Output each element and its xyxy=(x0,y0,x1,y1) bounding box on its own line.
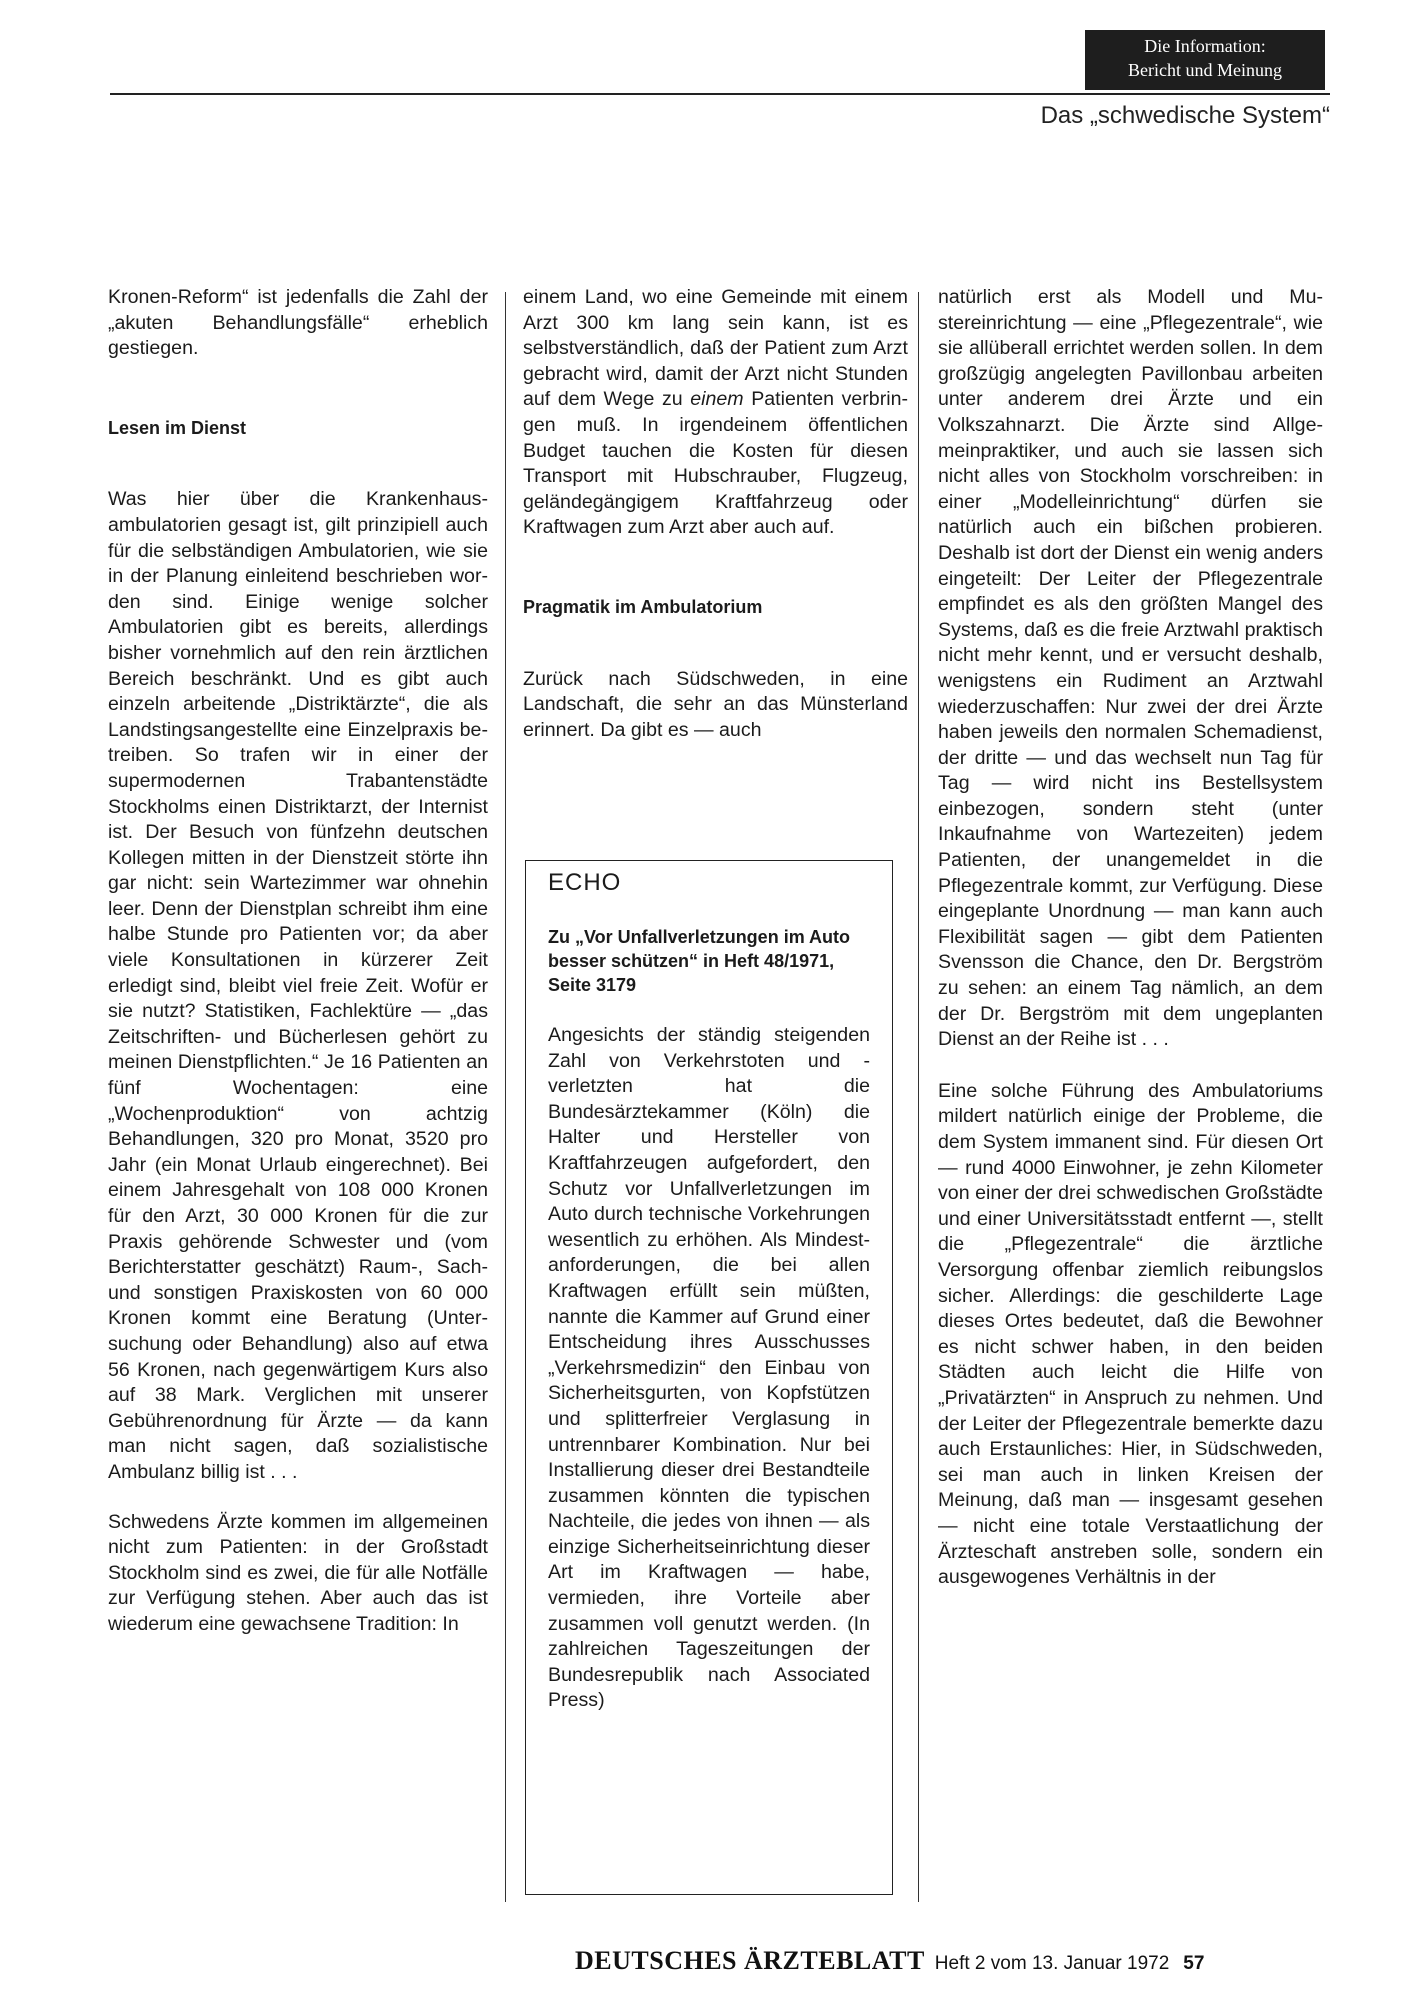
page-number: 57 xyxy=(1183,1953,1205,1974)
section-label-line1: Die Information: xyxy=(1144,36,1266,56)
issue-info: Heft 2 vom 13. Januar 1972 xyxy=(934,1953,1170,1974)
column-rule-1 xyxy=(505,292,506,1902)
running-title: Das „schwedische System“ xyxy=(1040,102,1330,129)
col1-paragraph-3: Schwedens Ärzte kommen im allgemeinen nicht zum Patienten: in der Großstadt Stockholm sind es zwei, die für alle Notfälle zur Verfügung stehen. Aber auch das ist wiederum eine gewachsene Tradition: In xyxy=(108,1510,488,1635)
col2-paragraph-1-b: Patienten verbringen muß. In irgendeinem öffentlichen Budget tauchen die Kosten für diesen Transport mit Hubschrauber, Flugzeug, geländegängigem Kraftfahrzeug oder Kraftwagen zum Arzt aber auch auf. xyxy=(523,388,909,539)
col3-paragraph-1: natürlich erst als Modell und Mustereinrichtung — eine „Pflegezentrale“, wie sie allüberall errichtet werden sollen. In dem großzügig angelegten Pavillonbau arbeiten unter anderem drei Ärzte und ein Volkszahnarzt. Die Ärzte sind Allgemeinpraktiker, und auch sie lassen sich nicht alles von Stockholm vorschreiben: in einer „Modelleinrichtung“ dürfen sie natürlich auch ein bißchen probieren. Deshalb ist dort der Dienst ein wenig anders eingeteilt: Der Leiter der Pflegezentrale empfindet es als den größten Mangel des Systems, daß es die freie Arztwahl praktisch nicht mehr kennt, und er versucht deshalb, wenigstens ein Rudiment an Arztwahl wiederzuschaffen: Nur zwei der drei Ärzte haben jeweils den normalen Schemadienst, der dritte — und das wechselt nun Tag für Tag — wird nicht ins Bestellsystem einbezogen, sondern steht (unter Inkaufnahme von Wartezeiten) jedem Patienten, der unangemeldet in die Pflegezentrale kommt, zur Verfügung. Diese eingeplante Unordnung — man kann auch Flexibilität sagen — gibt dem Patienten Svensson die Chance, den Dr. Bergström zu sehen: an einem Tag nämlich, an dem der Dr. Bergström mit dem ungeplanten Dienst an der Reihe ist . . . xyxy=(938,286,1323,1051)
echo-title: ECHO xyxy=(548,869,622,896)
column-1 xyxy=(108,285,488,1638)
col2-paragraph-1-a: einem Land, wo eine Gemeinde mit einem Arzt 300 km lang sein kann, ist es selbstverständlich, daß der Patient zum Arzt gebracht wird, damit der Arzt nicht Stunden auf dem Wege zu xyxy=(523,286,908,411)
subheading-pragmatik: Pragmatik im Ambulatorium xyxy=(523,596,763,617)
column-2 xyxy=(523,285,908,743)
echo-box xyxy=(525,860,893,1895)
column-3 xyxy=(938,285,1323,1591)
echo-headline: Zu „Vor Unfallverletzungen im Auto besser schützen“ in Heft 48/1971, Seite 3179 xyxy=(548,927,851,995)
section-label-line2: Bericht und Meinung xyxy=(1128,60,1282,80)
col3-paragraph-2: Eine solche Führung des Ambulatoriums mildert natürlich einige der Probleme, die dem System immanent sind. Für diesen Ort — rund 4000 Einwohner, je zehn Kilometer von einer der drei schwedischen Großstädte und einer Universitätsstadt entfernt —, stellt die „Pflegezentrale“ die ärztliche Versorgung offenbar ziemlich reibungslos sicher. Allerdings: die geschilderte Lage dieses Ortes bedeutet, daß die Bewohner es nicht schwer haben, in den beiden Städten auch leicht die Hilfe von „Privatärzten“ in Anspruch zu nehmen. Und der Leiter der Pflegezentrale bemerkte dazu auch Erstaunliches: Hier, in Südschweden, sei man auch in linken Kreisen der Meinung, daß man — insgesamt gesehen — nicht eine totale Verstaatlichung der Ärzteschaft anstreben solle, sondern ein ausgewogenes Verhältnis in der xyxy=(938,1079,1323,1589)
col2-paragraph-1-emphasis: einem xyxy=(690,388,744,411)
page-footer xyxy=(575,1946,1204,1976)
col2-paragraph-2: Zurück nach Südschweden, in eine Landschaft, die sehr an das Münsterland erinnert. Da gibt es — auch xyxy=(523,667,908,741)
echo-body: Angesichts der ständig steigenden Zahl von Verkehrstoten und -verletzten hat die Bundesärztekammer (Köln) die Halter und Hersteller von Kraftfahrzeugen aufgefordert, den Schutz vor Unfallverletzungen im Auto durch technische Vorkehrungen wesentlich zu erhöhen. Als Mindestanforderungen, die bei allen Kraftwagen erfüllt sein müßten, nannte die Kammer auf Grund einer Entscheidung ihres Ausschusses „Verkehrsmedizin“ den Einbau von Sicherheitsgurten, von Kopfstützen und splitterfreier Verglasung in untrennbarer Kombination. Nur bei Installierung dieser drei Bestandteile zusammen könnten die typischen Nachteile, die jedes von ihnen — als einzige Sicherheitseinrichtung dieser Art im Kraftwagen — habe, vermieden, ihre Vorteile aber zusammen voll genutzt werden. (In zahlreichen Tageszeitungen der Bundesrepublik nach Associated Press) xyxy=(548,1024,870,1712)
col1-paragraph-1: Kronen-Reform“ ist jedenfalls die Zahl der „akuten Behandlungsfälle“ erheblich gestiegen. xyxy=(108,286,488,360)
section-label xyxy=(1085,30,1325,90)
col1-paragraph-2: Was hier über die Krankenhausambulatorien gesagt ist, gilt prinzipiell auch für die selbständigen Ambulatorien, wie sie in der Planung einleitend beschrieben worden sind. Einige wenige solcher Ambulatorien gibt es bereits, allerdings bisher vornehmlich auf den rein ärztlichen Bereich beschränkt. Und es gibt auch einzeln arbeitende „Distriktärzte“, die als Landstingsangestellte eine Einzelpraxis betreiben. So trafen wir in einer der supermodernen Trabantenstädte Stockholms einen Distriktarzt, der Internist ist. Der Besuch von fünfzehn deutschen Kollegen mitten in der Dienstzeit störte ihn gar nicht: sein Wartezimmer war ohnehin leer. Denn der Dienstplan schreibt ihm eine halbe Stunde pro Patienten vor; da aber viele Konsultationen in kürzerer Zeit erledigt sind, bleibt viel freie Zeit. Wofür er sie nutzt? Statistiken, Fachlektüre — „das Zeitschriften- und Bücherlesen gehört zu meinen Dienstpflichten.“ Je 16 Patienten an fünf Wochentagen: eine „Wochenproduktion“ von achtzig Behandlungen, 320 pro Monat, 3520 pro Jahr (ein Monat Urlaub eingerechnet). Bei einem Jahresgehalt von 108 000 Kronen für den Arzt, 30 000 Kronen für die zur Praxis gehörende Schwester und (vom Berichterstatter geschätzt) Raum-, Sach- und sonstigen Praxiskosten von 60 000 Kronen kommt eine Beratung (Untersuchung oder Behandlung) also auf etwa 56 Kronen, nach gegenwärtigem Kurs also auf 38 Mark. Verglichen mit unserer Gebührenordnung für Ärzte — da kann man nicht sagen, daß sozialistische Ambulanz billig ist . . . xyxy=(108,488,488,1483)
subheading-lesen-im-dienst: Lesen im Dienst xyxy=(108,417,247,438)
col2-paragraph-1 xyxy=(523,285,908,541)
journal-name: DEUTSCHES ÄRZTEBLATT xyxy=(575,1946,925,1975)
header-rule xyxy=(110,93,1330,95)
column-rule-2 xyxy=(918,292,919,1902)
